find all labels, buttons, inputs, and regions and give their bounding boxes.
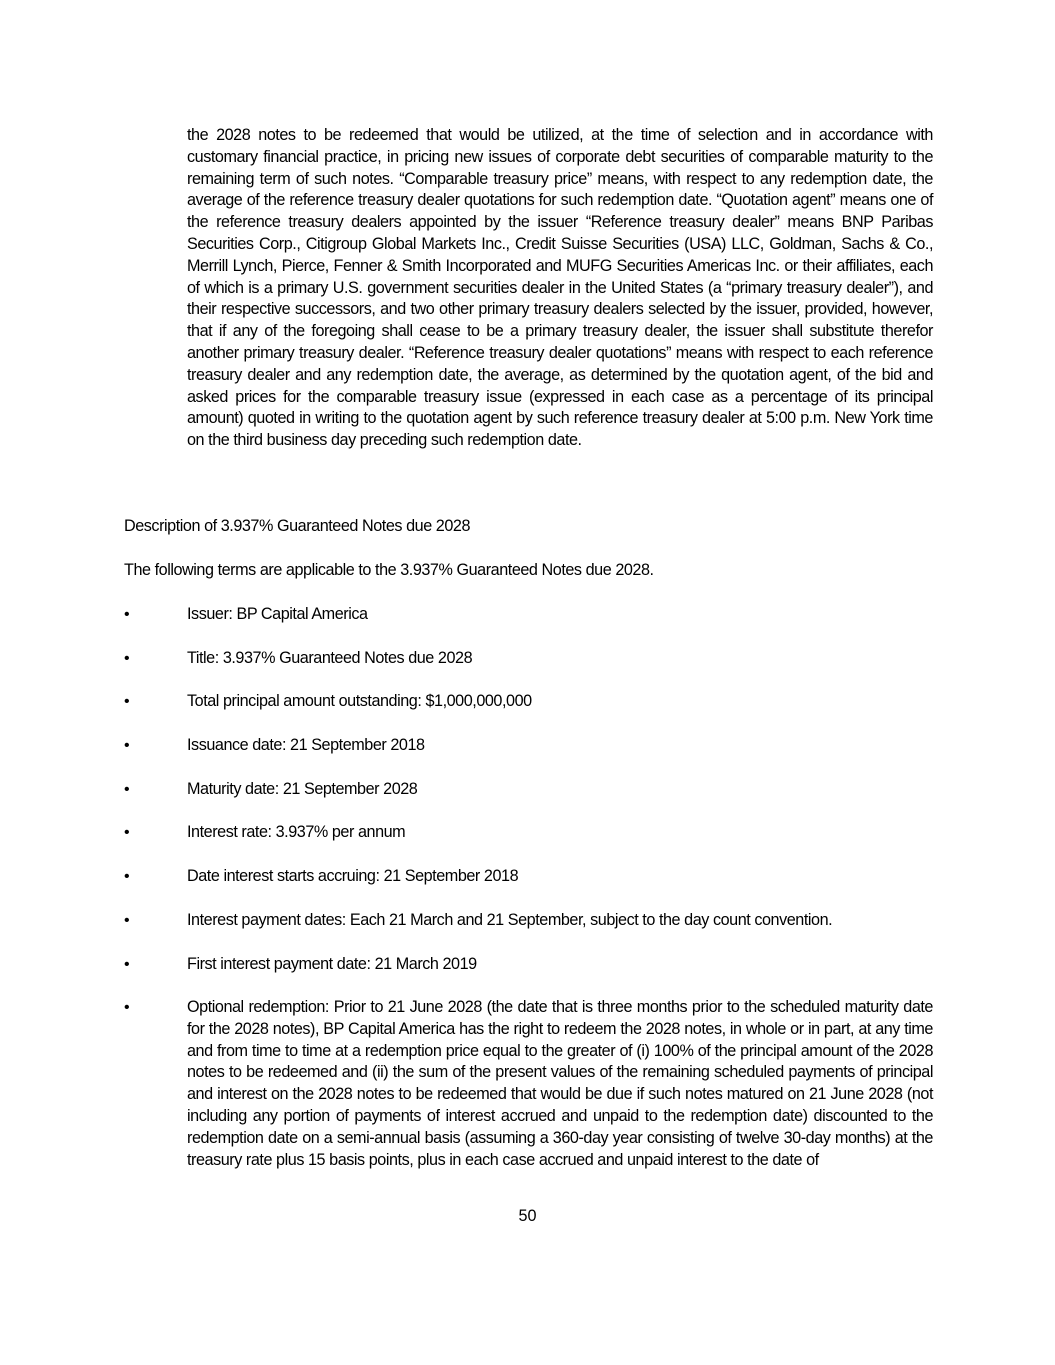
continuation-paragraph: the 2028 notes to be redeemed that would be utilized, at the time of selection and in accordance with customary financial practice, in pricing new issues of corporate debt securities of comparable maturity to the remaining term of such notes. “Comparable treasury price” means, with respect to any redemption date, the average of the reference treasury dealer quotations for such redemption date. “Quotation agent” means one of the reference treasury dealers appointed by the issuer “Reference treasury dealer” means BNP Paribas Securities Corp., Citigroup Global Markets Inc., Credit Suisse Securities (USA) LLC, Goldman, Sachs & Co., Merrill Lynch, Pierce, Fenner & Smith Incorporated and MUFG Securities Americas Inc. or their affiliates, each of which is a primary U.S. government securities dealer in the United States (a “primary treasury dealer”), and their respective successors, and two other primary treasury dealers selected by the issuer, provided, however, that if any of the foregoing shall cease to be a primary treasury dealer, the issuer shall substitute therefor another primary treasury dealer. “Reference treasury dealer quotations” means with respect to each reference treasury dealer and any redemption date, the average, as determined by the quotation agent, of the bid and asked prices for the comparable treasury issue (expressed in each case as a percentage of its principal amount) quoted in writing to the quotation agent by such reference treasury dealer at 5:00 p.m. New York time on the third business day preceding such redemption date. (187, 126, 933, 450)
bullet-icon: • (124, 999, 130, 1016)
term-text: Total principal amount outstanding: $1,000,000,000 (187, 692, 532, 710)
bullet-icon: • (124, 912, 130, 929)
term-text: Optional redemption: Prior to 21 June 2028 (the date that is three months prior to the scheduled maturity date for the 2028 notes), BP Capital America has the right to redeem the 2028 notes, in whole or in part, at any time and from time to time at a redemption price equal to the greater of (i) 100% of the principal amount of the 2028 notes to be redeemed and (ii) the sum of the present values of the remaining scheduled payments of principal and interest on the 2028 notes to be redeemed that would be due if such notes matured on 21 June 2028 (not including any portion of payments of interest accrued and unpaid to the redemption date) discounted to the redemption date on a semi-annual basis (assuming a 360-day year consisting of twelve 30-day months) at the treasury rate plus 15 basis points, plus in each case accrued and unpaid interest to the date of (187, 998, 933, 1169)
term-text: Issuer: BP Capital America (187, 605, 368, 623)
term-text: First interest payment date: 21 March 2019 (187, 955, 477, 973)
bullet-icon: • (124, 956, 130, 973)
bullet-icon: • (124, 824, 130, 841)
term-text: Issuance date: 21 September 2018 (187, 736, 425, 754)
page-number: 50 (518, 1207, 537, 1225)
bullet-icon: • (124, 693, 130, 710)
bullet-icon: • (124, 737, 130, 754)
term-text: Interest payment dates: Each 21 March and 21 September, subject to the day count convention. (187, 911, 833, 929)
bullet-icon: • (124, 781, 130, 798)
term-text: Title: 3.937% Guaranteed Notes due 2028 (187, 649, 473, 667)
intro-paragraph: The following terms are applicable to the 3.937% Guaranteed Notes due 2028. (124, 561, 654, 579)
term-text: Maturity date: 21 September 2028 (187, 780, 418, 798)
bullet-icon: • (124, 606, 130, 623)
term-text: Interest rate: 3.937% per annum (187, 823, 406, 841)
bullet-icon: • (124, 868, 130, 885)
term-text: Date interest starts accruing: 21 September 2018 (187, 867, 519, 885)
bullet-icon: • (124, 650, 130, 667)
section-title: Description of 3.937% Guaranteed Notes due 2028 (124, 517, 471, 535)
